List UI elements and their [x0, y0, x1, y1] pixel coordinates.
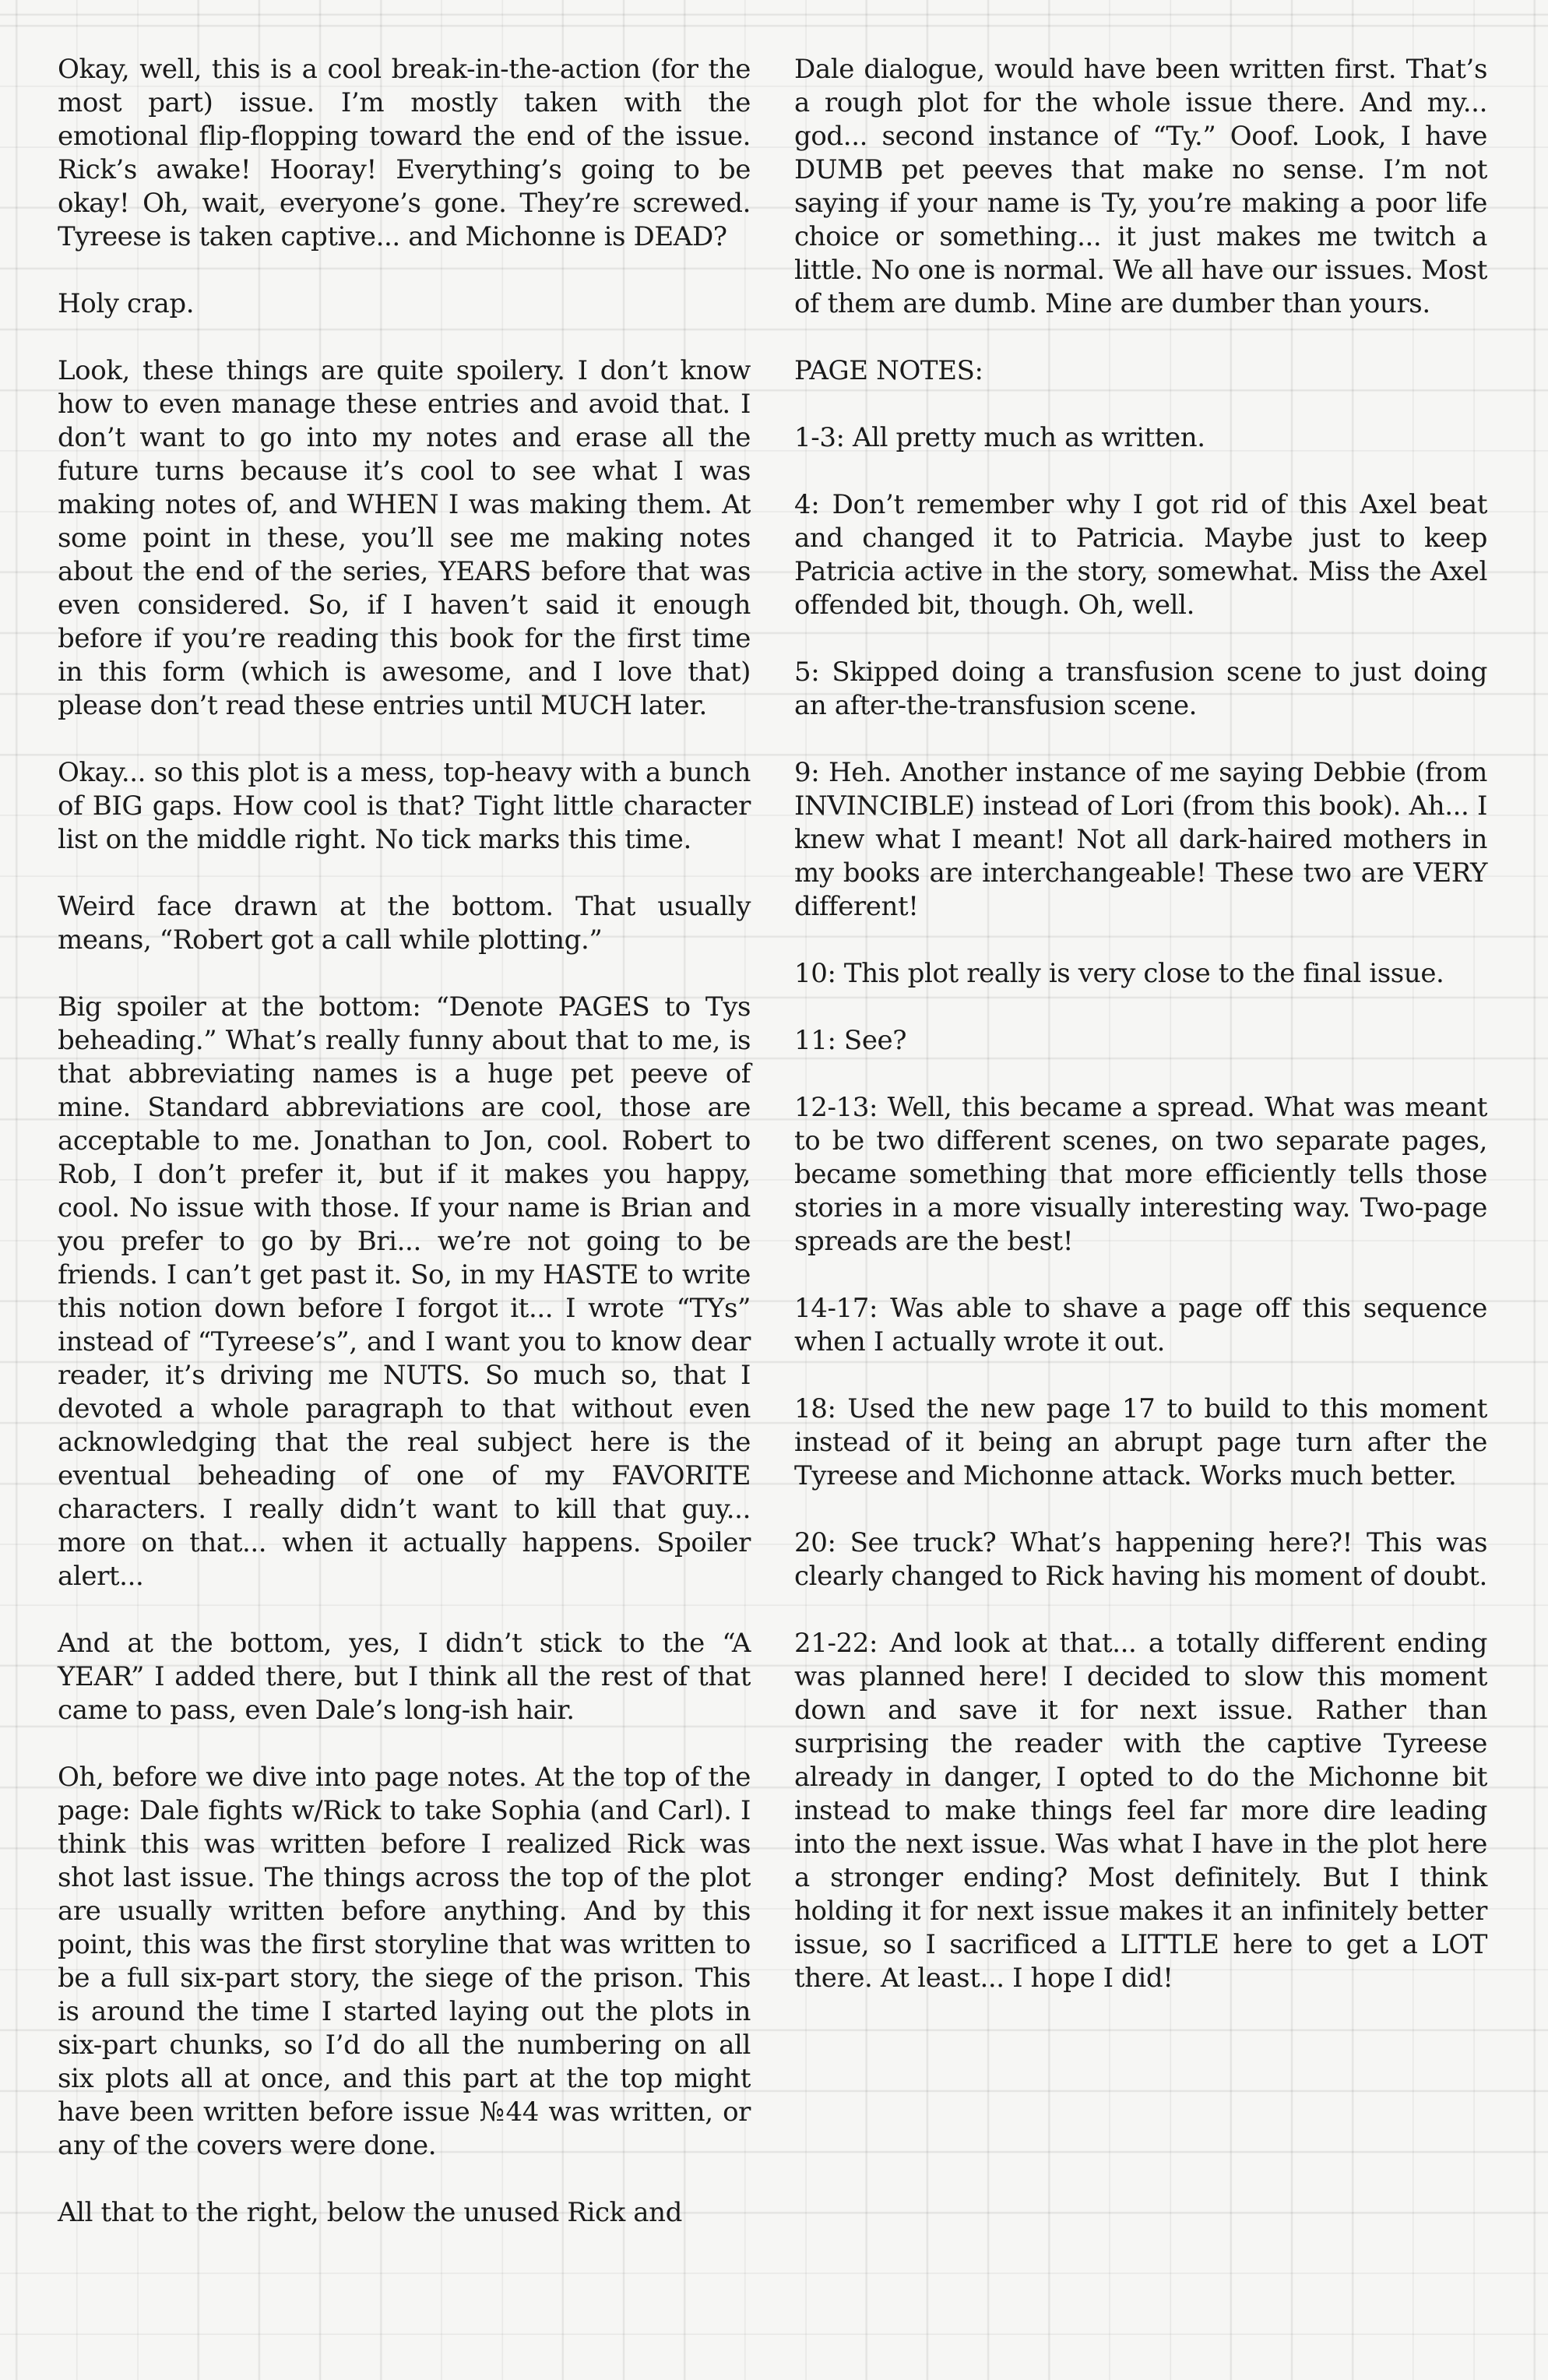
- page-note: 9: Heh. Another instance of me saying Debbie (from INVINCIBLE) instead of Lori (from this book). Ah... I knew what I meant! Not all dark-haired mothers in my books are interchangeable! These two are VERY different!: [794, 757, 1487, 922]
- paragraph: Big spoiler at the bottom: “Denote PAGES to Tys beheading.” What’s really funny about that to me, is that abbreviating names is a huge pet peeve of mine. Standard abbreviations are cool, those are acceptable to me. Jonathan to Jon, cool. Robert to Rob, I don’t prefer it, but if it makes you happy, cool. No issue with those. If your name is Brian and you prefer to go by Bri... we’re not going to be friends. I can’t get past it. So, in my HASTE to write this notion down before I forgot it... I wrote “TYs” instead of “Tyreese’s”, and I want you to know dear reader, it’s driving me NUTS. So much so, that I devoted a whole paragraph to that without even acknowledging that the real subject here is the eventual beheading of one of my FAVORITE characters. I really didn’t want to kill that guy... more on that... when it actually happens. Spoiler alert...: [58, 991, 751, 1592]
- paragraph: And at the bottom, yes, I didn’t stick to the “A YEAR” I added there, but I think all the rest of that came to pass, even Dale’s long-ish hair.: [58, 1628, 751, 1726]
- page-note: 4: Don’t remember why I got rid of this Axel beat and changed it to Patricia. Maybe just to keep Patricia active in the story, somewhat. Miss the Axel offended bit, though. Oh, well.: [794, 489, 1487, 621]
- page-note: 14-17: Was able to shave a page off this sequence when I actually wrote it out.: [794, 1293, 1487, 1357]
- paragraph: Weird face drawn at the bottom. That usually means, “Robert got a call while plotting.”: [58, 891, 751, 956]
- page-note: 12-13: Well, this became a spread. What was meant to be two different scenes, on two separate pages, became something that more efficiently tells those stories in a more visually interesting way. Two-page spreads are the best!: [794, 1092, 1487, 1257]
- page-note: 20: See truck? What’s happening here?! This was clearly changed to Rick having his moment of doubt.: [794, 1527, 1487, 1592]
- page-note: 21-22: And look at that... a totally different ending was planned here! I decided to slow this moment down and save it for next issue. Rather than surprising the reader with the captive Tyreese already in danger, I opted to do the Michonne bit instead to make things feel far more dire leading into the next issue. Was what I have in the plot here a stronger ending? Most definitely. But I think holding it for next issue makes it an infinitely better issue, so I sacrificed a LITTLE here to get a LOT there. At least... I hope I did!: [794, 1628, 1487, 1994]
- right-column: [794, 53, 1487, 2029]
- page-note: 18: Used the new page 17 to build to this moment instead of it being an abrupt page turn after the Tyreese and Michonne attack. Works much better.: [794, 1393, 1487, 1491]
- left-column: [58, 53, 751, 2263]
- page-note: 1-3: All pretty much as written.: [794, 422, 1205, 453]
- paragraph: Dale dialogue, would have been written first. That’s a rough plot for the whole issue there. And my... god... second instance of “Ty.” Ooof. Look, I have DUMB pet peeves that make no sense. I’m not saying if your name is Ty, you’re making a poor life choice or something... it just makes me twitch a little. No one is normal. We all have our issues. Most of them are dumb. Mine are dumber than yours.: [794, 54, 1487, 319]
- paragraph: Look, these things are quite spoilery. I don’t know how to even manage these entries and avoid that. I don’t want to go into my notes and erase all the future turns because it’s cool to see what I was making notes of, and WHEN I was making them. At some point in these, you’ll see me making notes about the end of the series, YEARS before that was even considered. So, if I haven’t said it enough before if you’re reading this book for the first time in this form (which is awesome, and I love that) please don’t read these entries until MUCH later.: [58, 355, 751, 721]
- paragraph: Okay... so this plot is a mess, top-heavy with a bunch of BIG gaps. How cool is that? Tight little character list on the middle right. No tick marks this time.: [58, 757, 751, 855]
- page-note: 11: See?: [794, 1025, 907, 1056]
- paragraph: All that to the right, below the unused Rick and: [58, 2197, 683, 2228]
- page-note: 10: This plot really is very close to the final issue.: [794, 958, 1444, 989]
- paragraph: Okay, well, this is a cool break-in-the-action (for the most part) issue. I’m mostly taken with the emotional flip-flopping toward the end of the issue. Rick’s awake! Hooray! Everything’s going to be okay! Oh, wait, everyone’s gone. They’re screwed. Tyreese is taken captive... and Michonne is DEAD?: [58, 54, 751, 252]
- section-heading: PAGE NOTES:: [794, 355, 983, 386]
- paragraph: Holy crap.: [58, 288, 195, 319]
- paragraph: Oh, before we dive into page notes. At the top of the page: Dale fights w/Rick to take Sophia (and Carl). I think this was written before I realized Rick was shot last issue. The things across the top of the plot are usually written before anything. And by this point, this was the first storyline that was written to be a full six-part story, the siege of the prison. This is around the time I started laying out the plots in six-part chunks, so I’d do all the numbering on all six plots all at once, and this part at the top might have been written before issue №44 was written, or any of the covers were done.: [58, 1762, 751, 2161]
- page-note: 5: Skipped doing a transfusion scene to just doing an after-the-transfusion scene.: [794, 657, 1487, 721]
